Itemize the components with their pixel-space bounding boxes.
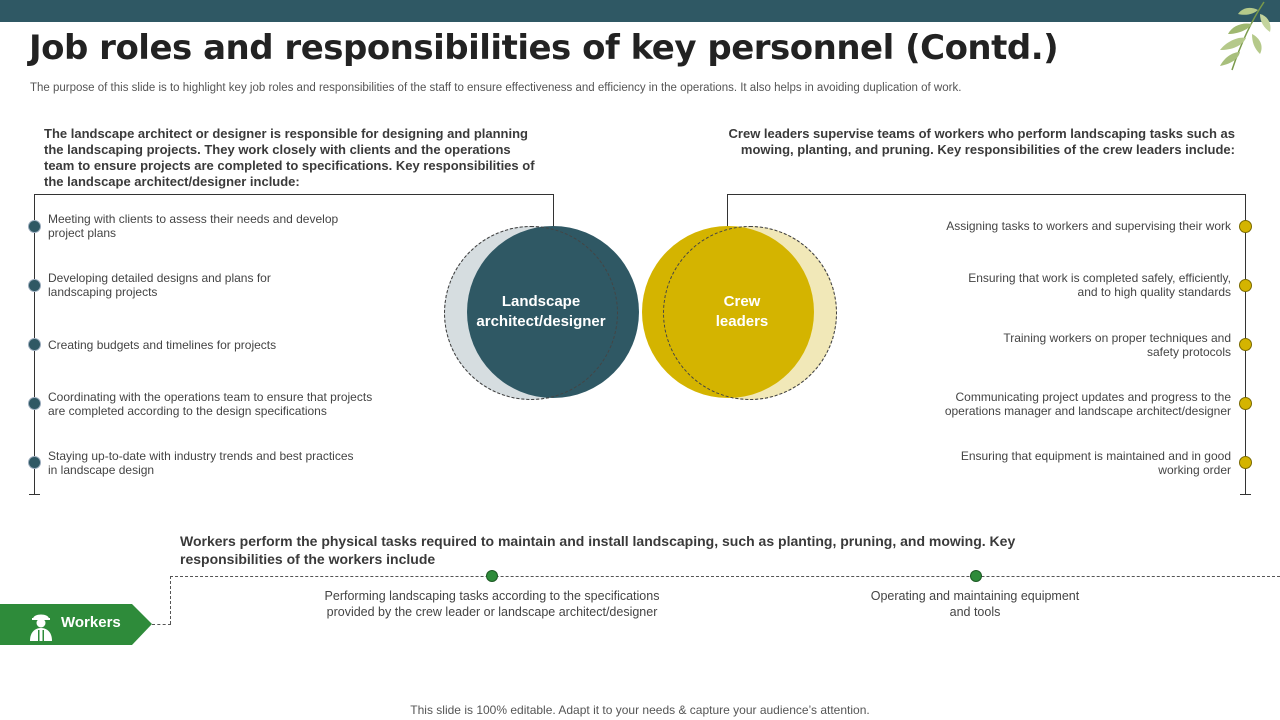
top-accent-bar: [0, 0, 1280, 22]
workers-label: Workers: [61, 614, 121, 631]
workers-connector-horizontal: [152, 624, 171, 625]
crew-responsibility-1: Assigning tasks to workers and supervising their work: [946, 219, 1231, 233]
slide-title: Job roles and responsibilities of key personnel (Contd.): [29, 28, 1059, 68]
workers-connector-vertical: [170, 576, 171, 624]
crew-leaders-intro: Crew leaders supervise teams of workers who perform landscaping tasks such as mowing, planting, and pruning. Key responsibilities of the crew leaders include:: [728, 126, 1235, 157]
architect-responsibility-2: Developing detailed designs and plans for landscaping projects: [48, 271, 271, 299]
crew-responsibility-4: Communicating project updates and progress to the operations manager and landscape architect/designer: [944, 390, 1231, 418]
crew-responsibility-5: Ensuring that equipment is maintained and in good working order: [960, 449, 1231, 477]
architect-responsibility-5: Staying up-to-date with industry trends and best practices in landscape design: [48, 449, 354, 477]
right-bullet-dot: [1240, 280, 1251, 291]
workers-item-dot: [487, 571, 497, 581]
crew-responsibility-3: Training workers on proper techniques and safety protocols: [1003, 331, 1231, 359]
right-bracket-end: [1240, 494, 1251, 495]
right-bracket-top: [727, 194, 1246, 195]
workers-responsibility-1: Performing landscaping tasks according to the specifications provided by the crew leader or landscape architect/designer: [324, 589, 660, 619]
architect-circle-label: Landscape architect/designer: [476, 293, 606, 330]
left-bracket-top: [34, 194, 554, 195]
workers-timeline: [170, 576, 1280, 577]
crew-responsibility-2: Ensuring that work is completed safely, efficiently, and to high quality standards: [968, 271, 1231, 299]
landscape-architect-intro: The landscape architect or designer is responsible for designing and planning the landscaping projects. They work closely with clients and the operations team to ensure projects are completed to specifications. Key responsibilities of the landscape architect/designer include:: [44, 126, 535, 189]
left-bullet-dot: [29, 339, 40, 350]
left-bullet-dot: [29, 280, 40, 291]
workers-item-dot: [971, 571, 981, 581]
worker-icon: [26, 609, 56, 641]
right-bullet-dot: [1240, 398, 1251, 409]
workers-responsibility-2: Operating and maintaining equipment and tools: [870, 589, 1080, 619]
workers-intro: Workers perform the physical tasks required to maintain and install landscaping, such as planting, pruning, and mowing. Key responsibilities of the workers include: [180, 533, 1016, 567]
right-bullet-dot: [1240, 221, 1251, 232]
left-bullet-dot: [29, 221, 40, 232]
crew-circle-label: Crew leaders: [715, 293, 769, 330]
right-bullet-dot: [1240, 339, 1251, 350]
leaf-decoration-icon: [1202, 0, 1274, 74]
slide-footer: This slide is 100% editable. Adapt it to your needs & capture your audience’s attention.: [410, 703, 870, 717]
left-bracket-end: [29, 494, 40, 495]
left-bullet-dot: [29, 398, 40, 409]
architect-responsibility-4: Coordinating with the operations team to ensure that projects are completed according to the design specifications: [48, 390, 373, 418]
slide-subtitle: The purpose of this slide is to highlight key job roles and responsibilities of the staff to ensure effectiveness and efficiency in the operations. It also helps in avoiding duplication of work.: [30, 82, 962, 94]
left-bracket-connector: [553, 194, 554, 228]
left-bullet-dot: [29, 457, 40, 468]
architect-responsibility-3: Creating budgets and timelines for projects: [48, 338, 277, 352]
right-bullet-dot: [1240, 457, 1251, 468]
right-bracket-connector: [727, 194, 728, 228]
architect-responsibility-1: Meeting with clients to assess their needs and develop project plans: [48, 212, 339, 240]
